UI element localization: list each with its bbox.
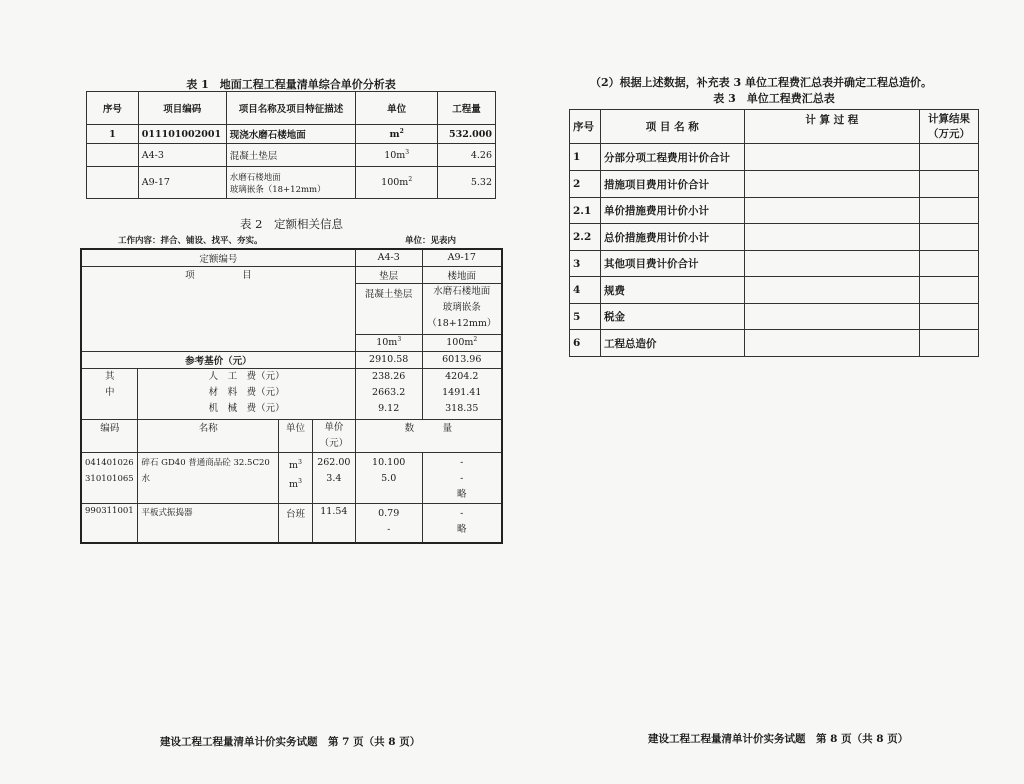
cell-process-input[interactable]: [744, 277, 920, 304]
desc-b: 水磨石楼地面 玻璃嵌条 （18+12mm）: [422, 283, 502, 334]
costs-a: 238.26 2663.2 9.12: [355, 368, 422, 419]
col-header-no: 序号: [87, 92, 139, 125]
table-row: [87, 167, 496, 199]
machine-unit: 台班: [279, 503, 313, 543]
detail-header-qty: 数 量: [355, 419, 502, 452]
col-header-code: 项目编码: [138, 92, 226, 125]
item-row: [81, 266, 502, 283]
table-row: [570, 330, 979, 357]
cell-name: 现浇水磨石楼地面: [226, 125, 356, 144]
table2: [80, 248, 503, 544]
material-units: $m^3$ $m^3$: [279, 452, 313, 503]
unit-note: 单位：见表内: [405, 236, 457, 246]
cell-process-input[interactable]: [744, 144, 920, 171]
col-header-name: 项 目 名 称: [600, 110, 744, 144]
col-header-no: 序号: [570, 110, 601, 144]
table-row: [570, 144, 979, 171]
cell-no: [87, 144, 139, 167]
cell-no: 1: [570, 144, 601, 171]
costs-b: 4204.2 1491.41 318.35: [422, 368, 502, 419]
table2-caption: 表 2 定额相关信息: [240, 217, 343, 231]
detail-header-name: 名称: [138, 419, 279, 452]
base-price-row: [81, 351, 502, 368]
detail-header-code: 编码: [81, 419, 138, 452]
material-names: 碎石 GD40 普通商品砼 32.5C20 水: [138, 452, 279, 503]
cell-code: A9-17: [138, 167, 226, 199]
cell-name: 混凝土垫层: [226, 144, 356, 167]
cell-result-input[interactable]: [920, 171, 979, 198]
cell-no: 1: [87, 125, 139, 144]
material-qty-b: - - 略: [422, 452, 502, 503]
table-row: [570, 224, 979, 251]
cell-result-input[interactable]: [920, 224, 979, 251]
table3: [569, 109, 979, 357]
cell-code: A4-3: [138, 144, 226, 167]
cell-process-input[interactable]: [744, 330, 920, 357]
quota-code-a: A4-3: [355, 249, 422, 266]
cell-name: 水磨石楼地面 玻璃嵌条（18+12mm）: [226, 167, 356, 199]
work-content: 工作内容：拌合、铺设、找平、夯实。: [118, 236, 263, 246]
machine-row: [81, 503, 502, 543]
cell-process-input[interactable]: [744, 224, 920, 251]
cell-no: [87, 167, 139, 199]
cell-process-input[interactable]: [744, 198, 920, 224]
col-header-name: 项目名称及项目特征描述: [226, 92, 356, 125]
table-row: [87, 144, 496, 167]
machine-code: 990311001: [81, 503, 138, 543]
cell-unit: $m^2$: [356, 125, 438, 144]
quota-code-b: A9-17: [422, 249, 502, 266]
cell-no: 2.2: [570, 224, 601, 251]
table-row: [570, 171, 979, 198]
machine-qty-b: - 略: [422, 503, 502, 543]
cell-code: 011101002001: [138, 125, 226, 144]
cell-process-input[interactable]: [744, 171, 920, 198]
detail-header-row: [81, 419, 502, 452]
col-header-unit: 单位: [356, 92, 438, 125]
col-header-process: 计 算 过 程: [744, 110, 920, 144]
cell-name: 其他项目费计价合计: [600, 251, 744, 277]
cell-result-input[interactable]: [920, 277, 979, 304]
quota-code-label: 定额编号: [81, 249, 355, 266]
unit-b: $100m^2$: [422, 334, 502, 351]
cell-process-input[interactable]: [744, 304, 920, 330]
item-label: 项 目: [81, 266, 355, 351]
cell-result-input[interactable]: [920, 304, 979, 330]
table-row: [87, 125, 496, 144]
base-price-label: 参考基价（元）: [81, 351, 355, 368]
cell-unit: $10m^3$: [356, 144, 438, 167]
cell-qty: 532.000: [438, 125, 496, 144]
materials-row: [81, 452, 502, 503]
cell-name: 总价措施费用计价小计: [600, 224, 744, 251]
category-a: 垫层: [355, 266, 422, 283]
cell-name: 单价措施费用计价小计: [600, 198, 744, 224]
cell-no: 3: [570, 251, 601, 277]
quota-code-row: [81, 249, 502, 266]
category-b: 楼地面: [422, 266, 502, 283]
cell-result-input[interactable]: [920, 330, 979, 357]
machine-price: 11.54: [312, 503, 355, 543]
page-footer-right: 建设工程工程量清单计价实务试题 第 8 页（共 8 页）: [648, 733, 909, 745]
unit-a: $10m^3$: [355, 334, 422, 351]
cell-unit: $100m^2$: [356, 167, 438, 199]
cell-qty: 5.32: [438, 167, 496, 199]
cell-process-input[interactable]: [744, 251, 920, 277]
desc-a: 混凝土垫层: [355, 283, 422, 334]
cell-no: 6: [570, 330, 601, 357]
instruction-text: （2）根据上述数据，补充表 3 单位工程费汇总表并确定工程总造价。: [590, 76, 932, 89]
machine-qty-a: 0.79 -: [355, 503, 422, 543]
table-row: [570, 198, 979, 224]
base-price-a: 2910.58: [355, 351, 422, 368]
cell-no: 5: [570, 304, 601, 330]
table3-header-row: [570, 110, 979, 144]
col-header-result: 计算结果 （万元）: [920, 110, 979, 144]
cell-name: 工程总造价: [600, 330, 744, 357]
table-row: [570, 251, 979, 277]
detail-header-price: 单价 （元）: [312, 419, 355, 452]
table1-caption: 表 1 地面工程工程量清单综合单价分析表: [186, 78, 396, 91]
detail-header-unit: 单位: [279, 419, 313, 452]
base-price-b: 6013.96: [422, 351, 502, 368]
col-header-qty: 工程量: [438, 92, 496, 125]
cell-no: 2: [570, 171, 601, 198]
material-codes: 041401026 310101065: [81, 452, 138, 503]
cell-name: 分部分项工程费用计价合计: [600, 144, 744, 171]
cell-name: 规费: [600, 277, 744, 304]
table1: [86, 91, 496, 199]
cell-qty: 4.26: [438, 144, 496, 167]
cell-result-input[interactable]: [920, 144, 979, 171]
material-prices: 262.00 3.4: [312, 452, 355, 503]
cell-name: 税金: [600, 304, 744, 330]
cell-name: 措施项目费用计价合计: [600, 171, 744, 198]
table3-caption: 表 3 单位工程费汇总表: [713, 92, 835, 105]
cell-result-input[interactable]: [920, 198, 979, 224]
cell-no: 4: [570, 277, 601, 304]
cell-no: 2.1: [570, 198, 601, 224]
material-qty-a: 10.100 5.0: [355, 452, 422, 503]
table1-header-row: [87, 92, 496, 125]
table-row: [570, 304, 979, 330]
table-row: [570, 277, 979, 304]
cell-result-input[interactable]: [920, 251, 979, 277]
machine-name: 平板式振捣器: [138, 503, 279, 543]
cost-breakdown-row: [81, 368, 502, 419]
of-which-label: 其 中: [81, 368, 138, 419]
cost-labels: 人 工 费（元） 材 料 费（元） 机 械 费（元）: [138, 368, 355, 419]
page-footer-left: 建设工程工程量清单计价实务试题 第 7 页（共 8 页）: [160, 736, 421, 748]
